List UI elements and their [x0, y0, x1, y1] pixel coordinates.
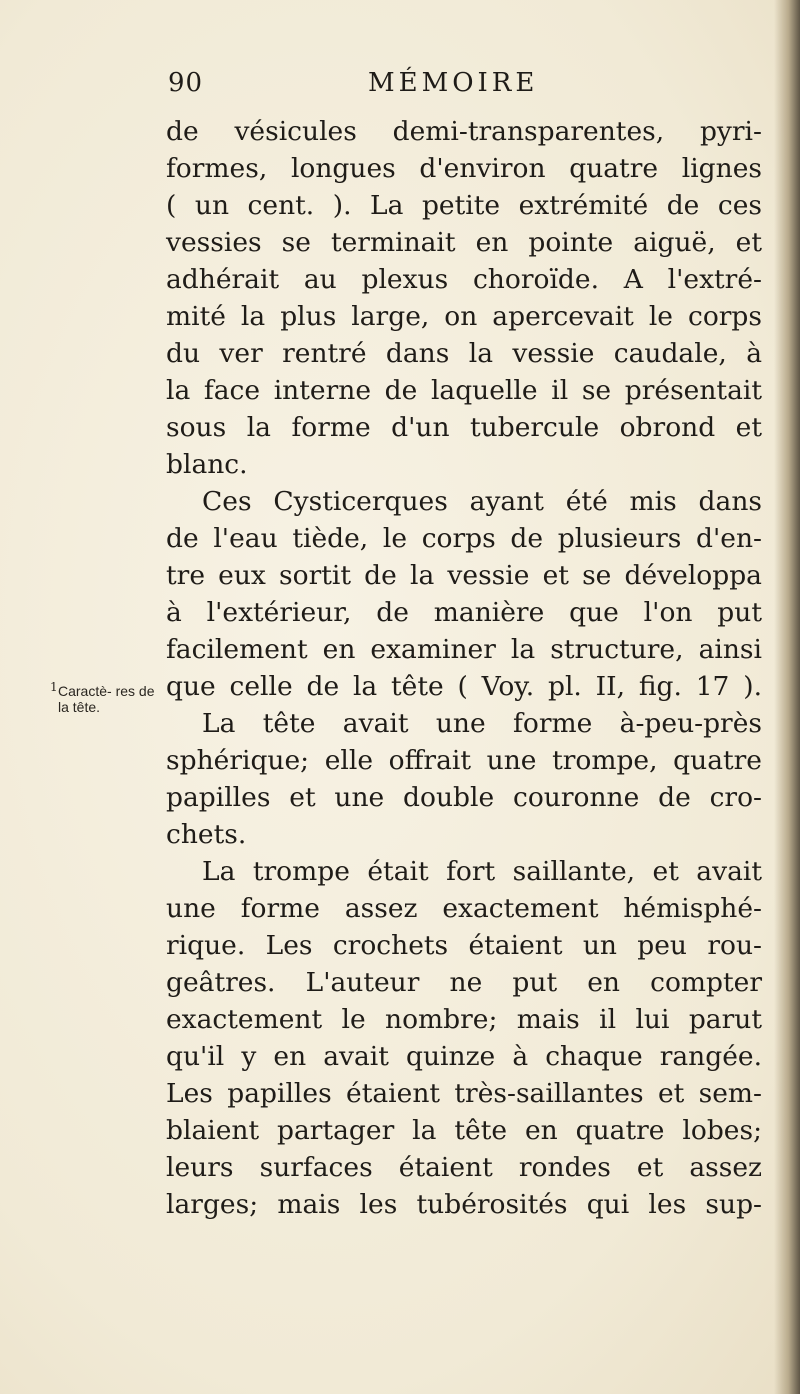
text-line: La trompe était fort saillante, et avait — [202, 856, 762, 887]
text-line: blanc. — [166, 449, 248, 480]
text-line: une forme assez exactement hémisphé- — [166, 893, 762, 924]
page-header — [168, 68, 588, 108]
text-line: leurs surfaces étaient rondes et assez — [166, 1152, 762, 1183]
text-line: Les papilles étaient très-saillantes et sem- — [166, 1078, 762, 1109]
text-line: sphérique; elle offrait une trompe, quatre — [166, 745, 762, 776]
text-line: vessies se terminait en pointe aiguë, et — [166, 227, 762, 258]
text-line: du ver rentré dans la vessie caudale, à — [166, 338, 762, 369]
text-line: adhérait au plexus choroïde. A l'extré- — [166, 264, 762, 295]
text-line: chets. — [166, 819, 247, 850]
text-line: formes, longues d'environ quatre lignes — [166, 153, 762, 184]
running-head: MÉMOIRE — [368, 68, 539, 98]
margin-note: Caractè- res de la tête. — [58, 683, 155, 715]
text-line: blaient partager la tête en quatre lobes; — [166, 1115, 762, 1146]
page-number: 90 — [168, 68, 204, 98]
text-line: La tête avait une forme à-peu-près — [202, 708, 762, 739]
text-line: tre eux sortit de la vessie et se développa — [166, 560, 762, 591]
text-line: la face interne de laquelle il se présentait — [166, 375, 762, 406]
text-line: à l'extérieur, de manière que l'on put — [166, 597, 762, 628]
text-line: de l'eau tiède, le corps de plusieurs d'en- — [166, 523, 762, 554]
text-line: papilles et une double couronne de cro- — [166, 782, 762, 813]
text-line: sous la forme d'un tubercule obrond et — [166, 412, 762, 443]
text-line: rique. Les crochets étaient un peu rou- — [166, 930, 762, 961]
text-line: Ces Cysticerques ayant été mis dans — [202, 486, 762, 517]
text-line: de vésicules demi-transparentes, pyri- — [166, 116, 762, 147]
text-line: exactement le nombre; mais il lui parut — [166, 1004, 762, 1035]
page-binding-edge — [774, 0, 800, 1394]
text-line: qu'il y en avait quinze à chaque rangée. — [166, 1041, 762, 1072]
text-line: que celle de la tête ( Voy. pl. II, fig. 17 ). — [166, 671, 762, 702]
text-line: larges; mais les tubérosités qui les sup- — [166, 1189, 762, 1220]
text-line: mité la plus large, on apercevait le corps — [166, 301, 762, 332]
text-line: ( un cent. ). La petite extrémité de ces — [166, 190, 762, 221]
text-line: facilement en examiner la structure, ainsi — [166, 634, 762, 665]
margin-note-marker: 1 — [50, 680, 58, 694]
text-line: geâtres. L'auteur ne put en compter — [166, 967, 762, 998]
